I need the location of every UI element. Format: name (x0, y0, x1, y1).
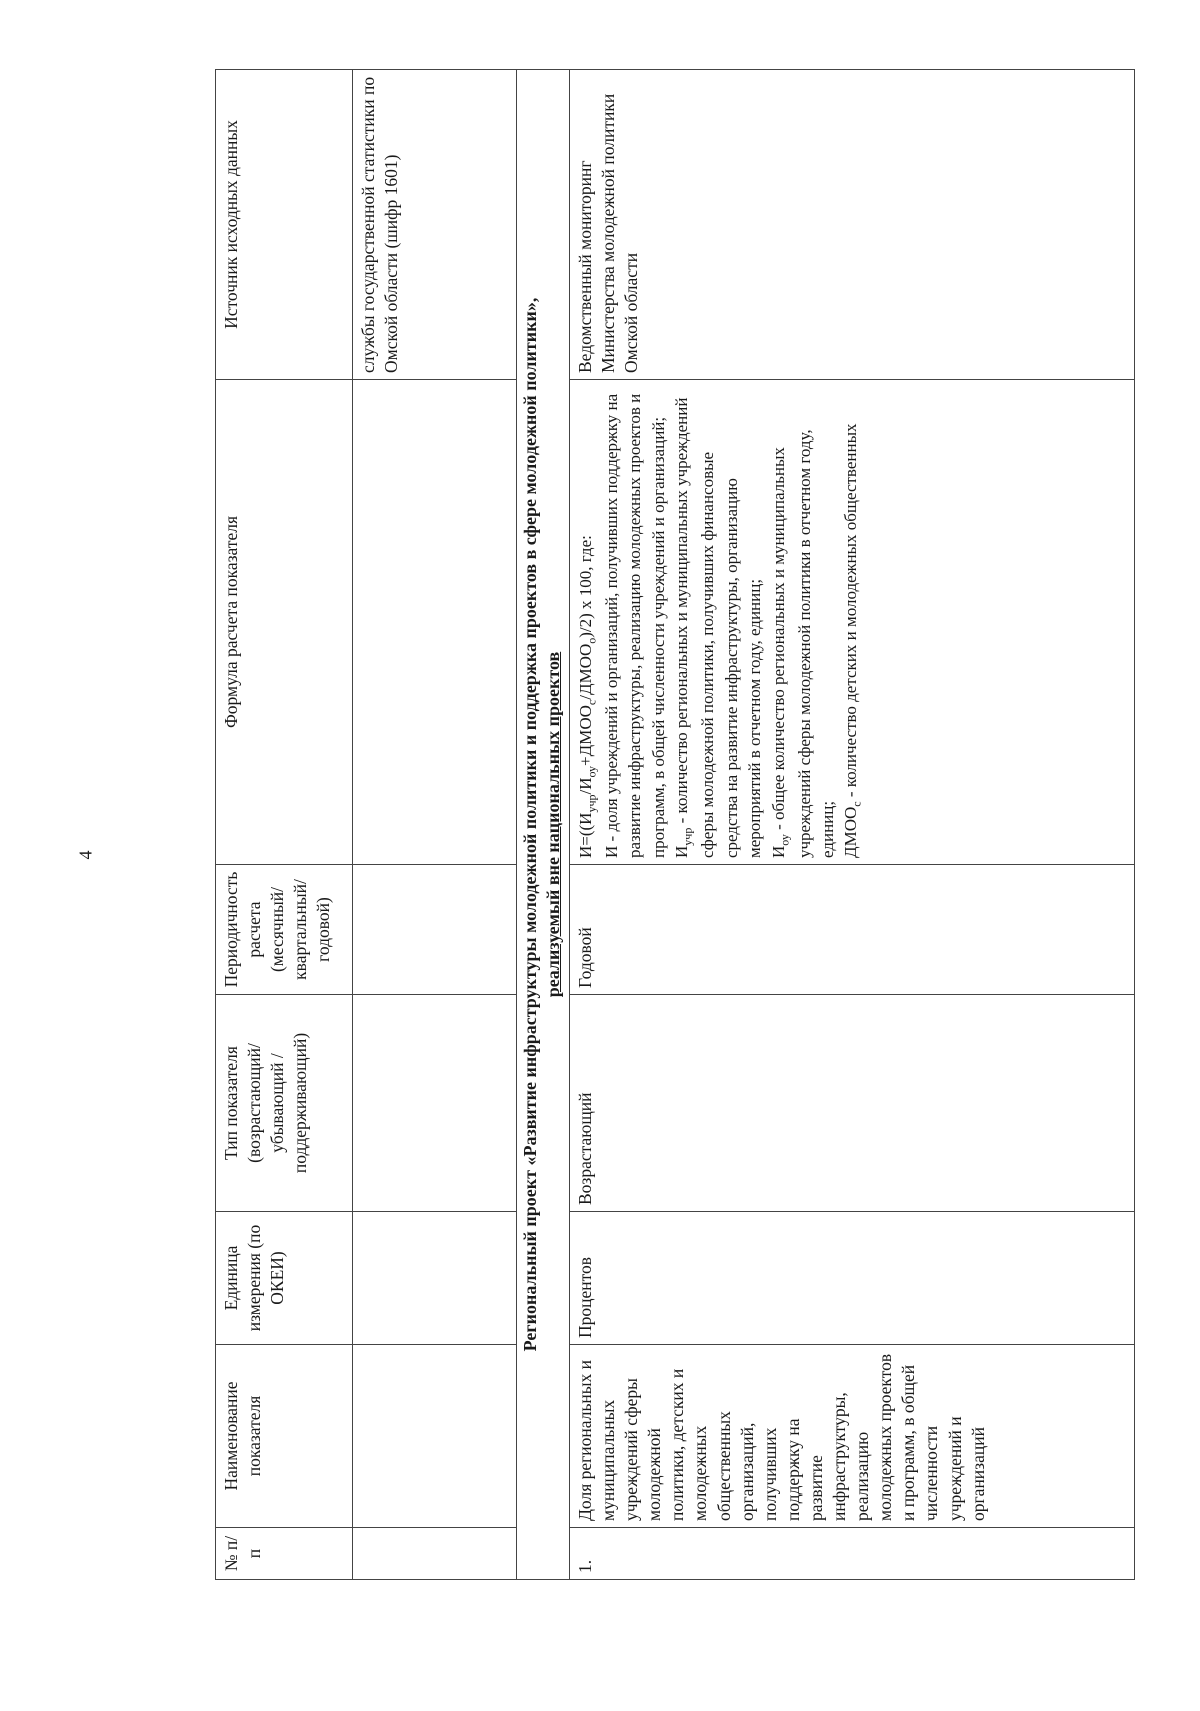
header-name: Наименование показателя (216, 1345, 353, 1528)
header-period: Периодичность расчета (месячный/ квартальный/ годовой) (216, 865, 353, 995)
formula-definition: И - доля учреждений и организаций, получивших поддержку на развитие инфраструктуры, реализацию молодежных проектов и программ, в общей численности учреждений и организаций; (601, 393, 668, 858)
header-source: Источник исходных данных (216, 70, 353, 380)
continued-type-cell (353, 995, 517, 1212)
header-num: № п/п (216, 1528, 353, 1580)
continued-name-cell (353, 1345, 517, 1528)
row-num: 1. (570, 1528, 1135, 1580)
formula-definition (670, 386, 766, 858)
formula-sub: учр (584, 794, 599, 813)
formula-text: /ДМОО (576, 643, 595, 700)
row-name: Доля региональных и муниципальных учреждений сферы молодежной политики, детских и молодежных общественных организаций, получивших поддержку на развитие инфраструктуры, реализацию молодежных проектов и программ, в общей численности учреждений и организаций (570, 1345, 1135, 1528)
formula-sub: оу (776, 834, 791, 846)
continued-num-cell (353, 1528, 517, 1580)
formula-text: И=((И (576, 812, 595, 858)
section-title-line1: Региональный проект «Развитие инфраструктуры молодежной политики и поддержка проектов в сфере молодежной политики», (520, 297, 540, 1352)
continued-row (353, 70, 517, 1580)
formula-line (574, 386, 600, 858)
row-formula (570, 380, 1135, 865)
formula-sub: о (584, 637, 599, 644)
header-type: Тип показателя (возрастающий/ убывающий / поддерживающий) (216, 995, 353, 1212)
continued-unit-cell (353, 1212, 517, 1345)
continued-period-cell (353, 865, 517, 995)
indicators-table (215, 69, 1135, 1580)
formula-text: И (672, 845, 692, 858)
continued-formula-cell (353, 380, 517, 865)
formula-definition (839, 386, 865, 858)
row-period: Годовой (570, 865, 1135, 995)
formula-text: - количество детских и молодежных общественных (841, 423, 861, 802)
formula-definition (767, 386, 840, 858)
formula-sub: оу (584, 765, 599, 778)
header-formula: Формула расчета показателя (216, 380, 353, 865)
formula-sub: с (849, 801, 864, 807)
formula-text: )/2) x 100, где: (576, 535, 595, 638)
row-source: Ведомственный мониторинг Министерства молодежной политики Омской области (570, 70, 1135, 380)
continued-source-cell: службы государственной статистики по Омской области (шифр 1601) (353, 70, 517, 380)
formula-text: +ДМОО (576, 705, 595, 766)
rotated-table-container (215, 70, 1135, 1580)
formula-sub: с (584, 699, 599, 706)
section-title-line2: реализуемый вне национальных проектов (543, 651, 564, 998)
formula-text: - количество региональных и муниципальных учреждений сферы молодежной политики, получивших финансовые средства на развитие инфраструктуры, организацию мероприятий в отчетном году, единиц; (672, 397, 765, 858)
page-number: 4 (75, 850, 96, 860)
formula-text: - общее количество региональных и муниципальных учреждений сферы молодежной политики в отчетном году, единиц; (768, 429, 837, 858)
formula-text: И (768, 845, 788, 858)
table-row (570, 70, 1135, 1580)
formula-text: /И (576, 777, 595, 795)
section-row (517, 70, 570, 1580)
section-title (517, 70, 570, 1580)
header-unit: Единица измерения (по ОКЕИ) (216, 1212, 353, 1345)
header-row (216, 70, 353, 1580)
row-unit: Процентов (570, 1212, 1135, 1345)
formula-sub: учр (680, 827, 695, 846)
row-type: Возрастающий (570, 995, 1135, 1212)
formula-text: ДМОО (841, 806, 861, 858)
